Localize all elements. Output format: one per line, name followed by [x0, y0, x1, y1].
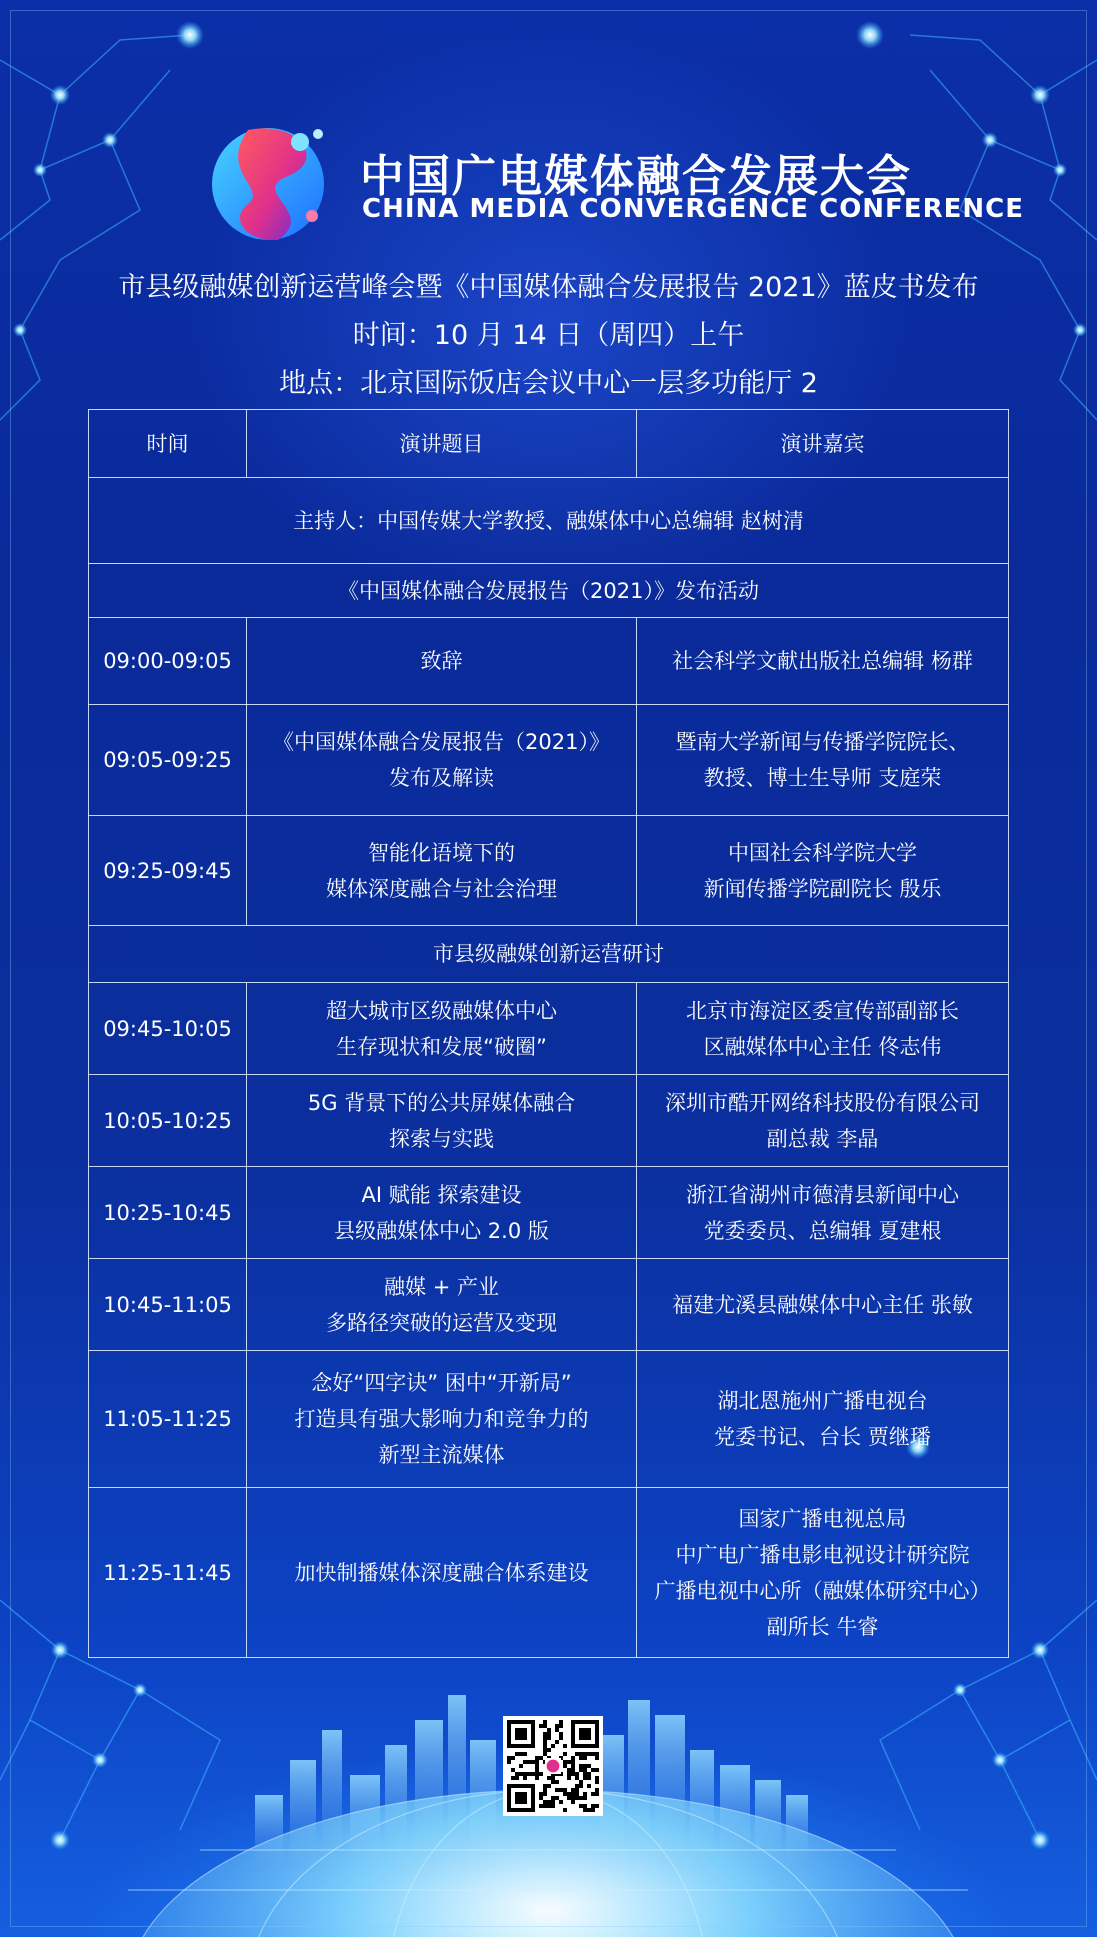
session-speaker: [637, 1167, 1009, 1259]
speaker-line: 区融媒体中心主任 佟志伟: [703, 1034, 942, 1059]
section-1-rows: [89, 618, 1009, 926]
speaker-line: 党委委员、总编辑 夏建根: [703, 1218, 942, 1243]
topic-line: 智能化语境下的: [368, 840, 515, 865]
section-row: [89, 926, 1009, 983]
header-topic: 演讲题目: [247, 410, 637, 478]
qr-code[interactable]: [503, 1716, 603, 1816]
conference-title-cn: 中国广电媒体融合发展大会: [360, 151, 912, 202]
speaker-line: 党委书记、台长 贾继璠: [714, 1425, 931, 1449]
session-time: 09:05-09:25: [89, 705, 247, 816]
table-header-row: [89, 410, 1009, 478]
speaker-line: 深圳市酷开网络科技股份有限公司: [665, 1090, 980, 1115]
event-venue: 地点：北京国际饭店会议中心一层多功能厅 2: [279, 368, 818, 399]
session-time: 10:45-11:05: [89, 1259, 247, 1351]
topic-line: 探索与实践: [389, 1126, 494, 1151]
session-speaker: [637, 983, 1009, 1075]
schedule-table: [88, 409, 1009, 1658]
header-speaker: 演讲嘉宾: [637, 410, 1009, 478]
speaker-line: 中广电广播电影电视设计研究院: [675, 1542, 970, 1567]
conference-logo-icon: [208, 120, 338, 244]
speaker-line: 副所长 牛睿: [766, 1614, 879, 1639]
section-title: 市县级融媒创新运营研讨: [89, 926, 1009, 983]
topic-line: 加快制播媒体深度融合体系建设: [294, 1560, 589, 1585]
event-time: 时间：10 月 14 日（周四）上午: [352, 320, 745, 351]
session-speaker: [637, 618, 1009, 705]
qr-code-icon: [507, 1720, 599, 1812]
speaker-line: 国家广播电视总局: [738, 1506, 907, 1531]
speaker-line: 北京市海淀区委宣传部副部长: [686, 998, 959, 1023]
session-topic: [247, 1167, 637, 1259]
table-row: [89, 816, 1009, 926]
topic-line: 生存现状和发展“破圈”: [336, 1034, 547, 1059]
session-topic: [247, 705, 637, 816]
topic-line: 县级融媒体中心 2.0 版: [334, 1218, 549, 1243]
session-topic: [247, 1075, 637, 1167]
session-time: 09:45-10:05: [89, 983, 247, 1075]
speaker-line: 社会科学文献出版社总编辑 杨群: [672, 649, 973, 673]
table-row: [89, 1488, 1009, 1658]
speaker-line: 暨南大学新闻与传播学院院长、: [675, 730, 970, 754]
topic-line: 融媒 + 产业: [384, 1274, 499, 1299]
topic-line: 发布及解读: [389, 766, 494, 790]
topic-line: 多路径突破的运营及变现: [326, 1310, 557, 1335]
speaker-line: 中国社会科学院大学: [728, 840, 917, 865]
topic-line: AI 赋能 探索建设: [361, 1182, 522, 1207]
session-time: 10:05-10:25: [89, 1075, 247, 1167]
section-2-rows: [89, 983, 1009, 1658]
host-cell: 主持人：中国传媒大学教授、融媒体中心总编辑 赵树清: [89, 478, 1009, 564]
session-speaker: [637, 1351, 1009, 1488]
table-row: [89, 1259, 1009, 1351]
session-topic: [247, 816, 637, 926]
section-row: [89, 564, 1009, 618]
session-speaker: [637, 1259, 1009, 1351]
topic-line: 念好“四字诀” 困中“开新局”: [311, 1371, 572, 1395]
session-speaker: [637, 816, 1009, 926]
session-time: 11:25-11:45: [89, 1488, 247, 1658]
section-title: 《中国媒体融合发展报告（2021）》发布活动: [89, 564, 1009, 618]
speaker-line: 湖北恩施州广播电视台: [717, 1389, 928, 1413]
session-speaker: [637, 1488, 1009, 1658]
session-speaker: [637, 1075, 1009, 1167]
session-time: 09:00-09:05: [89, 618, 247, 705]
topic-line: 媒体深度融合与社会治理: [326, 876, 557, 901]
speaker-line: 浙江省湖州市德清县新闻中心: [686, 1182, 959, 1207]
topic-line: 超大城市区级融媒体中心: [326, 998, 557, 1023]
host-row: [89, 478, 1009, 564]
speaker-line: 新闻传播学院副院长 殷乐: [703, 876, 942, 901]
session-time: 11:05-11:25: [89, 1351, 247, 1488]
table-row: [89, 705, 1009, 816]
topic-line: 新型主流媒体: [378, 1443, 505, 1467]
table-row: [89, 1167, 1009, 1259]
speaker-line: 教授、博士生导师 支庭荣: [703, 766, 942, 790]
conference-header: [0, 112, 1097, 252]
speaker-line: 广播电视中心所（融媒体研究中心）: [654, 1578, 991, 1603]
table-row: [89, 618, 1009, 705]
topic-line: 5G 背景下的公共屏媒体融合: [307, 1090, 576, 1115]
speaker-line: 福建尤溪县融媒体中心主任 张敏: [672, 1292, 973, 1317]
session-topic: [247, 1351, 637, 1488]
topic-line: 《中国媒体融合发展报告（2021）》: [273, 730, 610, 754]
topic-line: 打造具有强大影响力和竞争力的: [294, 1407, 589, 1431]
session-speaker: [637, 705, 1009, 816]
conference-title-en: CHINA MEDIA CONVERGENCE CONFERENCE: [362, 194, 1024, 224]
table-row: [89, 1351, 1009, 1488]
table-row: [89, 983, 1009, 1075]
topic-line: 致辞: [420, 649, 463, 673]
session-time: 09:25-09:45: [89, 816, 247, 926]
session-topic: [247, 618, 637, 705]
session-topic: [247, 1259, 637, 1351]
session-time: 10:25-10:45: [89, 1167, 247, 1259]
table-row: [89, 1075, 1009, 1167]
speaker-line: 副总裁 李晶: [766, 1126, 879, 1151]
event-title: 市县级融媒创新运营峰会暨《中国媒体融合发展报告 2021》蓝皮书发布: [118, 272, 979, 303]
session-topic: [247, 983, 637, 1075]
header-time: 时间: [89, 410, 247, 478]
session-topic: [247, 1488, 637, 1658]
